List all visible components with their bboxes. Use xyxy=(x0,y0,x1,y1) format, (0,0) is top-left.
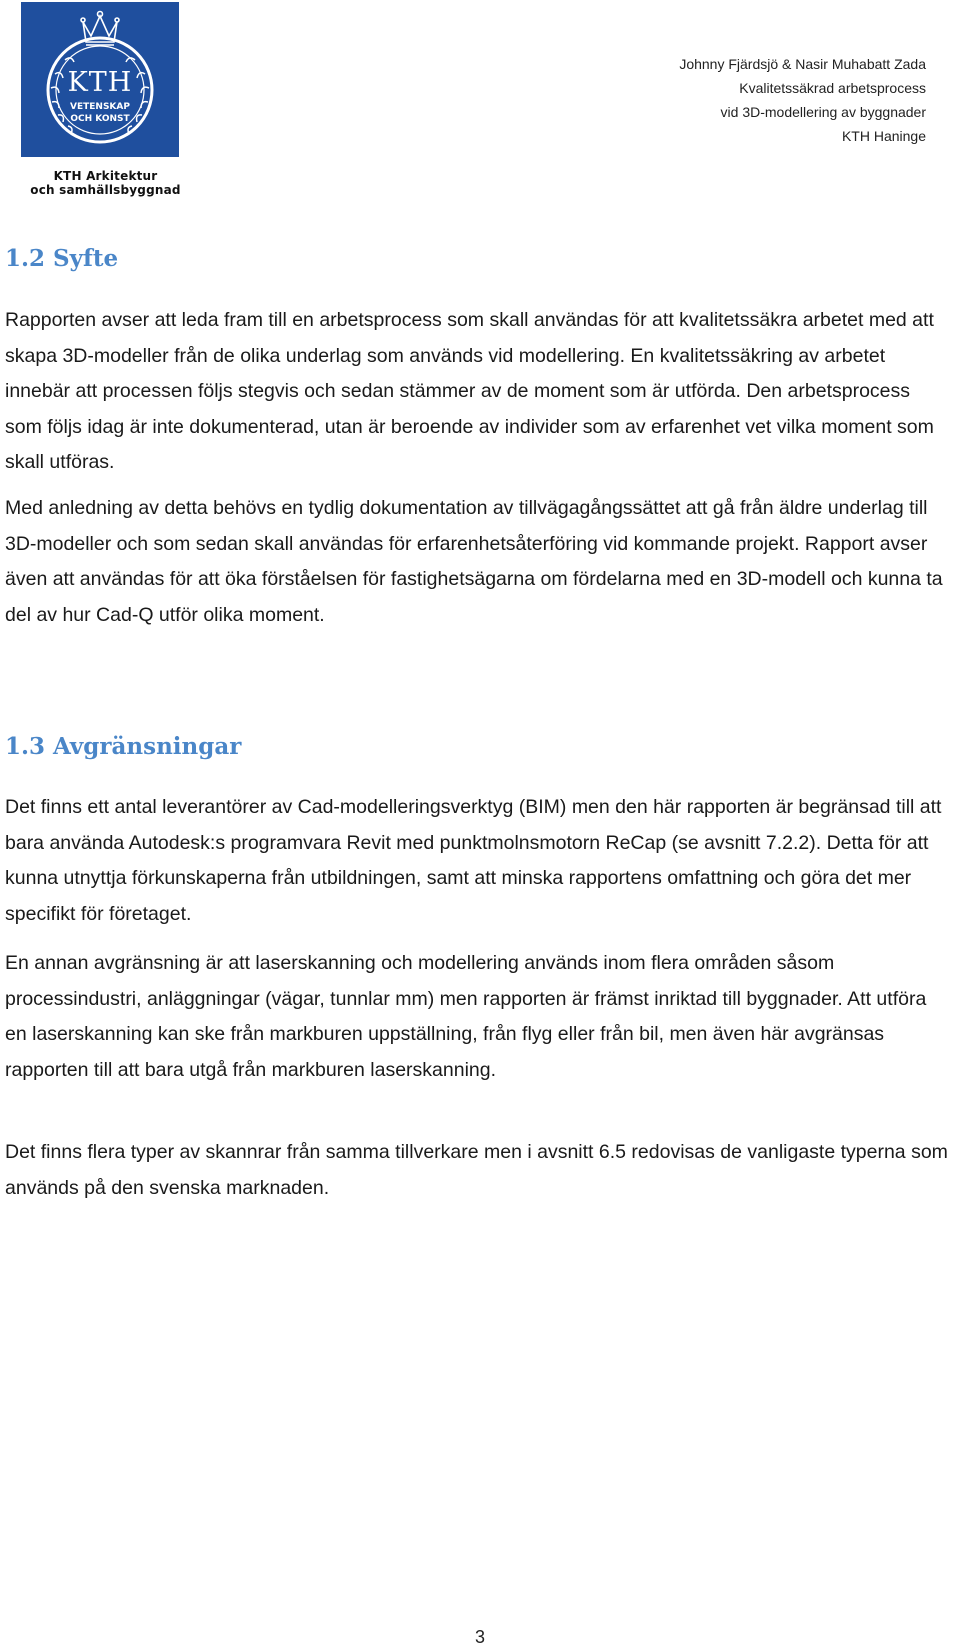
logo-caption-line1: KTH Arkitektur xyxy=(53,169,158,183)
header-title-line1: Kvalitetssäkrad arbetsprocess xyxy=(739,80,926,96)
paragraph-avgransningar-3: Det finns flera typer av skannrar från samma tillverkare men i avsnitt 6.5 redovisas de vanligaste typerna som används på den svenska marknaden. xyxy=(5,1141,948,1199)
logo-caption xyxy=(18,169,193,197)
page-number: 3 xyxy=(474,1627,485,1647)
logo-line2: OCH KONST xyxy=(70,114,130,124)
section-heading-avgransningar: 1.3 Avgränsningar xyxy=(5,733,242,760)
paragraph-syfte-1: Rapporten avser att leda fram till en arbetsprocess som skall användas för att kvalitetssäkra arbetet med att skapa 3D-modeller från de olika underlag som används vid modellering. En kvalitetssäkring av arbetet innebär att processen följs stegvis och sedan stämmer av de moment som är utförda. Den arbetsprocess som följs idag är inte dokumenterad, utan är beroende av individer som av erfarenhet vet vilka moment som skall utföras. xyxy=(5,309,934,473)
logo-line1: VETENSKAP xyxy=(70,102,130,112)
kth-logo-icon xyxy=(21,2,179,157)
header-title-line2: vid 3D-modellering av byggnader xyxy=(720,104,926,120)
paragraph-avgransningar-2: En annan avgränsning är att laserskanning och modellering används inom flera områden såsom processindustri, anläggningar (vägar, tunnlar mm) men rapporten är främst inriktad till byggnader. Att utföra en laserskanning kan ske från markburen uppställning, från flyg eller från bil, men även här avgränsas rapporten till att bara utgå från markburen laserskanning. xyxy=(5,952,927,1081)
logo-wordmark: KTH xyxy=(67,67,133,98)
logo-caption-line2: och samhällsbyggnad xyxy=(30,183,181,197)
paragraph-avgransningar-1: Det finns ett antal leverantörer av Cad-modelleringsverktyg (BIM) men den här rapporten är begränsad till att bara använda Autodesk:s programvara Revit med punktmolnsmotorn ReCap (se avsnitt 7.2.2). Detta för att kunna utnyttja förkunskaperna från utbildningen, samt att minska rapportens omfattning och göra det mer specifikt för företaget. xyxy=(5,796,942,925)
document-header xyxy=(679,52,926,148)
header-authors: Johnny Fjärdsjö & Nasir Muhabatt Zada xyxy=(679,56,926,72)
paragraph-syfte-2: Med anledning av detta behövs en tydlig dokumentation av tillvägagångssättet att gå från äldre underlag till 3D-modeller och som sedan skall användas för erfarenhetsåterföring vid kommande projekt. Rapport avser även att användas för att öka förståelsen för fastighetsägarna om fördelarna med en 3D-modell och kunna ta del av hur Cad-Q utför olika moment. xyxy=(5,497,943,626)
section-heading-syfte: 1.2 Syfte xyxy=(5,245,119,272)
header-institution: KTH Haninge xyxy=(841,128,926,144)
